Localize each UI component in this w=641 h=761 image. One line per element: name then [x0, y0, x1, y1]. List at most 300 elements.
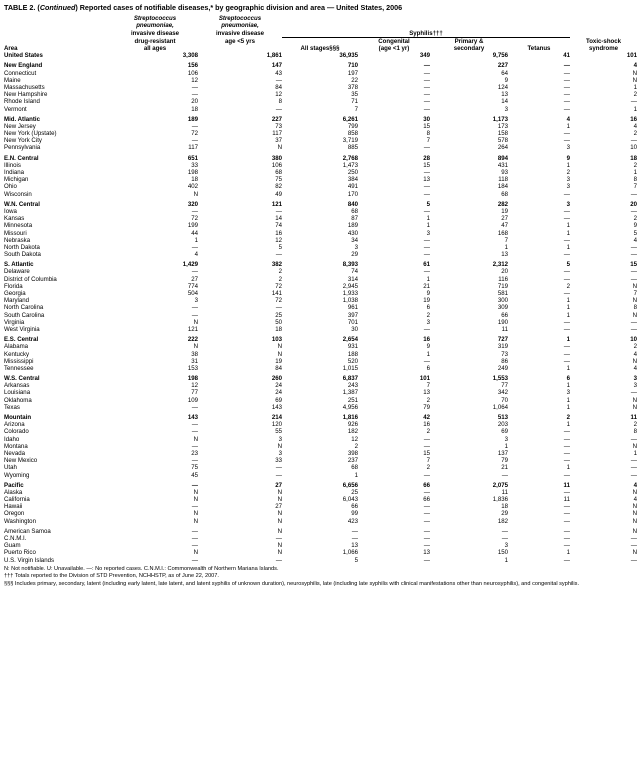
- row-value-1: 260: [271, 375, 282, 383]
- row-value-1: 8: [278, 98, 282, 106]
- row-area-label: C.N.M.I.: [4, 535, 27, 543]
- row-value-0: 504: [187, 290, 198, 298]
- row-value-0: 72: [191, 215, 198, 223]
- row-value-6: 4: [633, 62, 637, 70]
- row-value-3: 13: [423, 549, 430, 557]
- row-value-2: 6,043: [342, 496, 358, 504]
- row-value-5: 1: [566, 382, 570, 390]
- row-area-label: Missouri: [4, 229, 27, 237]
- row-value-1: 84: [275, 83, 282, 91]
- row-value-3: 1: [426, 275, 430, 283]
- row-value-5: 6: [566, 375, 570, 383]
- row-value-5: 9: [566, 154, 570, 162]
- row-value-0: 402: [187, 183, 198, 191]
- row-value-6: —: [630, 457, 637, 465]
- row-area-label: Alaska: [4, 488, 23, 496]
- row-value-5: 5: [566, 261, 570, 269]
- row-value-6: 7: [633, 183, 637, 191]
- row-value-4: 79: [501, 457, 508, 465]
- row-value-0: 12: [191, 76, 198, 84]
- row-value-1: —: [275, 556, 282, 564]
- header-primary-line2: secondary: [453, 45, 485, 53]
- row-value-0: 12: [191, 382, 198, 390]
- row-value-3: 8: [426, 130, 430, 138]
- row-value-0: 33: [191, 161, 198, 169]
- row-value-2: 926: [347, 421, 358, 429]
- row-value-3: —: [423, 207, 430, 215]
- row-value-3: 1: [426, 215, 430, 223]
- row-value-3: 3: [426, 229, 430, 237]
- table-row: [4, 428, 637, 435]
- row-value-2: 5: [354, 556, 358, 564]
- row-value-3: 21: [423, 282, 430, 290]
- header-tetanus-blank: [508, 37, 570, 45]
- row-value-6: —: [630, 318, 637, 326]
- row-value-1: —: [275, 535, 282, 543]
- row-value-2: 13: [351, 542, 358, 550]
- row-value-0: —: [191, 421, 198, 429]
- row-value-4: 203: [497, 421, 508, 429]
- header-toxic-line2: syndrome: [588, 45, 619, 53]
- row-value-6: 15: [630, 261, 637, 269]
- row-value-1: 380: [271, 154, 282, 162]
- row-value-6: N: [632, 396, 637, 404]
- table-row: [4, 535, 637, 542]
- row-value-3: 1: [426, 222, 430, 230]
- row-value-2: 189: [347, 222, 358, 230]
- row-value-6: N: [632, 488, 637, 496]
- row-value-0: —: [191, 243, 198, 251]
- row-value-6: 2: [633, 343, 637, 351]
- row-value-5: 2: [566, 414, 570, 422]
- row-value-1: 227: [271, 115, 282, 123]
- row-area-label: Louisiana: [4, 389, 31, 397]
- row-value-5: 1: [566, 311, 570, 319]
- row-value-1: 82: [275, 183, 282, 191]
- row-area-label: Hawaii: [4, 503, 23, 511]
- row-value-0: —: [191, 542, 198, 550]
- row-area-label: Arkansas: [4, 382, 30, 390]
- header-area-blank2: [4, 22, 112, 29]
- row-value-6: —: [630, 325, 637, 333]
- row-value-1: 3: [278, 435, 282, 443]
- row-value-4: 342: [497, 389, 508, 397]
- row-value-0: 18: [191, 176, 198, 184]
- table-row: [4, 77, 637, 84]
- row-value-2: 2,945: [342, 282, 358, 290]
- row-value-0: 3,308: [182, 52, 198, 60]
- table-row: [4, 123, 637, 130]
- row-value-1: N: [277, 517, 282, 525]
- row-value-0: 121: [187, 325, 198, 333]
- row-value-6: 10: [630, 144, 637, 152]
- row-value-3: —: [423, 98, 430, 106]
- row-value-6: —: [630, 535, 637, 543]
- row-value-5: —: [563, 542, 570, 550]
- row-value-1: 84: [275, 364, 282, 372]
- row-value-0: 198: [187, 169, 198, 177]
- row-value-0: —: [191, 428, 198, 436]
- table-row: [4, 304, 637, 311]
- header-toxic-blank2: [570, 22, 637, 29]
- row-value-0: 189: [187, 115, 198, 123]
- table-row: [4, 389, 637, 396]
- header-strep-u5-line1: Streptococcus: [218, 15, 262, 23]
- row-value-2: 74: [351, 268, 358, 276]
- header-strep-dr-line2: pneumoniae,: [136, 22, 174, 30]
- row-value-6: N: [632, 357, 637, 365]
- row-value-4: 14: [501, 98, 508, 106]
- row-value-6: 2: [633, 161, 637, 169]
- row-value-4: 1: [504, 442, 508, 450]
- row-value-3: 9: [426, 290, 430, 298]
- row-value-2: 858: [347, 130, 358, 138]
- row-value-4: 29: [501, 510, 508, 518]
- header-syphilis-blank2: [282, 22, 570, 29]
- row-area-label: Virginia: [4, 318, 25, 326]
- row-value-6: —: [630, 251, 637, 259]
- row-value-1: 121: [271, 200, 282, 208]
- row-value-3: —: [423, 517, 430, 525]
- row-value-1: 69: [275, 396, 282, 404]
- row-value-3: —: [423, 556, 430, 564]
- row-value-3: 15: [423, 122, 430, 130]
- row-area-label: New Hampshire: [4, 91, 48, 99]
- row-value-4: 9: [504, 76, 508, 84]
- row-value-4: 68: [501, 190, 508, 198]
- row-area-label: Puerto Rico: [4, 549, 36, 557]
- row-area-label: Florida: [4, 282, 23, 290]
- row-value-3: 349: [419, 52, 430, 60]
- row-value-0: 143: [187, 414, 198, 422]
- row-value-3: —: [423, 510, 430, 518]
- row-value-3: 66: [423, 481, 430, 489]
- row-value-5: —: [563, 325, 570, 333]
- row-value-0: —: [191, 442, 198, 450]
- row-value-5: 2: [566, 282, 570, 290]
- row-value-5: —: [563, 556, 570, 564]
- row-value-5: —: [563, 83, 570, 91]
- row-value-5: —: [563, 236, 570, 244]
- row-value-1: 106: [271, 161, 282, 169]
- row-value-2: 423: [347, 517, 358, 525]
- row-value-3: —: [423, 83, 430, 91]
- row-value-1: 33: [275, 457, 282, 465]
- row-value-4: 116: [498, 275, 508, 283]
- table-row: [4, 375, 637, 382]
- row-value-4: 190: [497, 318, 508, 326]
- table-row: [4, 201, 637, 208]
- row-value-2: 2,768: [342, 154, 358, 162]
- row-value-2: 251: [347, 396, 358, 404]
- row-value-3: —: [423, 503, 430, 511]
- row-value-6: —: [630, 98, 637, 106]
- table-row: [4, 549, 637, 556]
- row-value-2: 931: [347, 343, 358, 351]
- row-value-4: 184: [497, 183, 508, 191]
- row-area-label: American Samoa: [4, 527, 51, 535]
- row-value-0: N: [193, 517, 198, 525]
- row-value-2: 885: [347, 144, 358, 152]
- row-value-5: —: [563, 62, 570, 70]
- row-value-2: —: [351, 527, 358, 535]
- row-value-1: 18: [275, 325, 282, 333]
- row-area-label: New York (Upstate): [4, 130, 57, 138]
- header-syphilis-all: All stages§§§: [300, 45, 340, 53]
- row-value-1: 214: [271, 414, 282, 422]
- row-value-1: 25: [275, 311, 282, 319]
- table-row: [4, 436, 637, 443]
- row-value-2: 6,261: [342, 115, 358, 123]
- row-value-2: 237: [347, 457, 358, 465]
- row-value-4: 3: [504, 105, 508, 113]
- row-value-0: —: [191, 527, 198, 535]
- row-area-label: W.S. Central: [4, 375, 40, 383]
- row-area-label: Mid. Atlantic: [4, 115, 40, 123]
- row-value-2: 35: [351, 91, 358, 99]
- row-value-0: 156: [187, 62, 198, 70]
- row-value-2: 378: [347, 83, 358, 91]
- row-area-label: Indiana: [4, 169, 24, 177]
- row-value-2: 1,066: [342, 549, 358, 557]
- row-value-3: 30: [423, 115, 430, 123]
- row-value-3: 15: [423, 449, 430, 457]
- row-value-6: 9: [633, 222, 637, 230]
- table-row: [4, 237, 637, 244]
- row-value-0: 77: [191, 389, 198, 397]
- row-value-2: 397: [347, 311, 358, 319]
- row-value-5: —: [563, 130, 570, 138]
- row-value-0: 1: [194, 236, 198, 244]
- row-value-2: 188: [347, 350, 358, 358]
- row-value-4: 319: [497, 343, 508, 351]
- table-row: [4, 489, 637, 496]
- header-syphilis-all-blank: [282, 37, 358, 45]
- row-value-3: —: [423, 488, 430, 496]
- header-strep-dr-line1: Streptococcus: [133, 15, 177, 23]
- row-value-3: —: [423, 76, 430, 84]
- row-value-6: 8: [633, 304, 637, 312]
- row-value-6: 5: [633, 229, 637, 237]
- row-value-5: —: [563, 137, 570, 145]
- row-value-3: —: [423, 535, 430, 543]
- row-value-0: —: [191, 137, 198, 145]
- row-value-0: 222: [187, 336, 198, 344]
- row-value-2: 520: [347, 357, 358, 365]
- row-value-6: 4: [633, 122, 637, 130]
- row-area-label: Minnesota: [4, 222, 33, 230]
- row-value-6: —: [630, 243, 637, 251]
- table-row: [4, 98, 637, 105]
- row-value-6: 2: [633, 215, 637, 223]
- row-area-label: Arizona: [4, 421, 25, 429]
- row-value-0: —: [191, 481, 198, 489]
- row-value-5: —: [563, 268, 570, 276]
- footnote-sss: §§§ Includes primary, secondary, latent (including early latent, late latent, and latent syphilis of unknown duration), neurosyphilis, late (including late syphilis with clinical manifestations other than neurosyphilis), and congenital syphilis.: [4, 580, 580, 587]
- row-value-3: 13: [423, 176, 430, 184]
- table-row: [4, 208, 637, 215]
- row-value-5: —: [563, 435, 570, 443]
- row-value-4: 1: [504, 243, 508, 251]
- row-value-2: 1: [354, 471, 358, 479]
- row-value-0: 27: [191, 275, 198, 283]
- table-body: [4, 52, 637, 564]
- row-value-5: —: [563, 91, 570, 99]
- row-area-label: Wyoming: [4, 471, 30, 479]
- table-row: [4, 261, 637, 268]
- table-row: [4, 503, 637, 510]
- row-value-5: —: [563, 275, 570, 283]
- row-value-4: 2,075: [492, 481, 508, 489]
- row-value-1: 19: [275, 357, 282, 365]
- row-value-5: 4: [566, 115, 570, 123]
- row-value-4: 9,756: [492, 52, 508, 60]
- row-value-1: 72: [275, 282, 282, 290]
- table-row: [4, 276, 637, 283]
- row-value-0: —: [191, 503, 198, 511]
- row-value-6: 2: [633, 91, 637, 99]
- row-value-2: 30: [351, 325, 358, 333]
- row-value-0: 3: [194, 297, 198, 305]
- row-value-5: —: [563, 517, 570, 525]
- table-row: [4, 343, 637, 350]
- row-value-2: 2: [354, 442, 358, 450]
- header-toxic-line1: Toxic-shock: [585, 37, 622, 45]
- row-value-3: —: [423, 169, 430, 177]
- row-value-2: 36,935: [339, 52, 358, 60]
- row-value-2: 3,719: [342, 137, 358, 145]
- row-value-5: —: [563, 510, 570, 518]
- row-value-4: 20: [501, 268, 508, 276]
- row-value-6: 7: [633, 290, 637, 298]
- row-value-0: 109: [187, 396, 198, 404]
- row-value-6: —: [630, 389, 637, 397]
- row-value-4: —: [501, 527, 508, 535]
- table-row: [4, 510, 637, 517]
- row-value-6: 2: [633, 421, 637, 429]
- row-value-1: N: [277, 496, 282, 504]
- row-area-label: Pennsylvania: [4, 144, 41, 152]
- row-value-4: 1,836: [492, 496, 508, 504]
- row-value-6: 11: [630, 414, 637, 422]
- row-value-2: —: [351, 535, 358, 543]
- row-value-6: 4: [633, 364, 637, 372]
- row-value-3: 16: [423, 421, 430, 429]
- header-strep-dr-line5: all ages: [143, 45, 167, 53]
- row-value-1: 49: [275, 190, 282, 198]
- row-value-6: N: [632, 517, 637, 525]
- row-value-1: —: [275, 464, 282, 472]
- row-value-0: 23: [191, 449, 198, 457]
- row-area-label: Kentucky: [4, 350, 30, 358]
- row-value-1: 27: [275, 503, 282, 511]
- row-value-1: 72: [275, 297, 282, 305]
- row-value-4: 64: [501, 69, 508, 77]
- row-value-3: —: [423, 268, 430, 276]
- row-value-1: 27: [275, 481, 282, 489]
- row-value-6: 1: [633, 449, 637, 457]
- table-row: [4, 358, 637, 365]
- row-value-5: —: [563, 535, 570, 543]
- row-value-4: 69: [501, 428, 508, 436]
- row-value-1: 50: [275, 318, 282, 326]
- title-suffix: ) Reported cases of notifiable diseases,* by geographic division and area — United States, 2006: [75, 3, 403, 12]
- row-value-1: —: [275, 251, 282, 259]
- table-row: [4, 421, 637, 428]
- row-value-3: —: [423, 442, 430, 450]
- footnote-ddd: ††† Totals reported to the Division of STD Prevention, NCHHSTP, as of June 22, 2007.: [4, 573, 219, 580]
- row-value-1: 3: [278, 449, 282, 457]
- row-value-4: —: [501, 471, 508, 479]
- table-row: [4, 251, 637, 258]
- row-area-label: District of Columbia: [4, 275, 57, 283]
- row-value-2: 1,387: [342, 389, 358, 397]
- row-value-1: 14: [275, 215, 282, 223]
- row-value-1: 382: [271, 261, 282, 269]
- row-value-5: —: [563, 488, 570, 496]
- row-value-4: 173: [497, 122, 508, 130]
- row-value-3: —: [423, 69, 430, 77]
- row-value-5: 2: [566, 169, 570, 177]
- table-row: [4, 91, 637, 98]
- row-value-3: 1: [426, 350, 430, 358]
- row-value-3: 9: [426, 343, 430, 351]
- row-value-1: N: [277, 542, 282, 550]
- row-value-0: 45: [191, 471, 198, 479]
- row-area-label: Massachusetts: [4, 83, 45, 91]
- row-value-1: 2: [278, 275, 282, 283]
- row-value-6: 2: [633, 130, 637, 138]
- table-row: [4, 557, 637, 564]
- row-value-5: 1: [566, 549, 570, 557]
- row-value-0: —: [191, 457, 198, 465]
- row-value-0: —: [191, 122, 198, 130]
- row-value-0: —: [191, 403, 198, 411]
- row-value-0: N: [193, 488, 198, 496]
- table-row: [4, 464, 637, 471]
- row-value-1: 12: [275, 236, 282, 244]
- row-value-5: 1: [566, 396, 570, 404]
- table-row: [4, 215, 637, 222]
- row-value-1: N: [277, 549, 282, 557]
- row-value-0: N: [193, 343, 198, 351]
- row-value-4: 513: [497, 414, 508, 422]
- row-value-0: 31: [191, 357, 198, 365]
- row-value-4: 264: [497, 144, 508, 152]
- row-value-3: 61: [423, 261, 430, 269]
- table-row: [4, 365, 637, 372]
- table-row: [4, 414, 637, 421]
- row-value-4: 21: [501, 464, 508, 472]
- row-value-4: 581: [497, 290, 508, 298]
- header-tetanus: Tetanus: [527, 45, 551, 53]
- row-value-5: —: [563, 357, 570, 365]
- row-value-6: 8: [633, 428, 637, 436]
- table-row: [4, 268, 637, 275]
- footnote-abbrev: N: Not notifiable. U: Unavailable. —: No reported cases. C.N.M.I.: Commonwealth of Northern Mariana Islands.: [4, 565, 279, 572]
- footnotes: [4, 566, 637, 588]
- row-value-6: N: [632, 76, 637, 84]
- table-row: [4, 404, 637, 411]
- row-value-3: —: [423, 357, 430, 365]
- row-value-0: 774: [187, 282, 198, 290]
- row-value-0: 153: [187, 364, 198, 372]
- row-value-4: 168: [497, 229, 508, 237]
- row-value-2: 182: [347, 428, 358, 436]
- row-value-4: 13: [501, 91, 508, 99]
- row-value-6: —: [630, 268, 637, 276]
- row-area-label: Mountain: [4, 414, 32, 422]
